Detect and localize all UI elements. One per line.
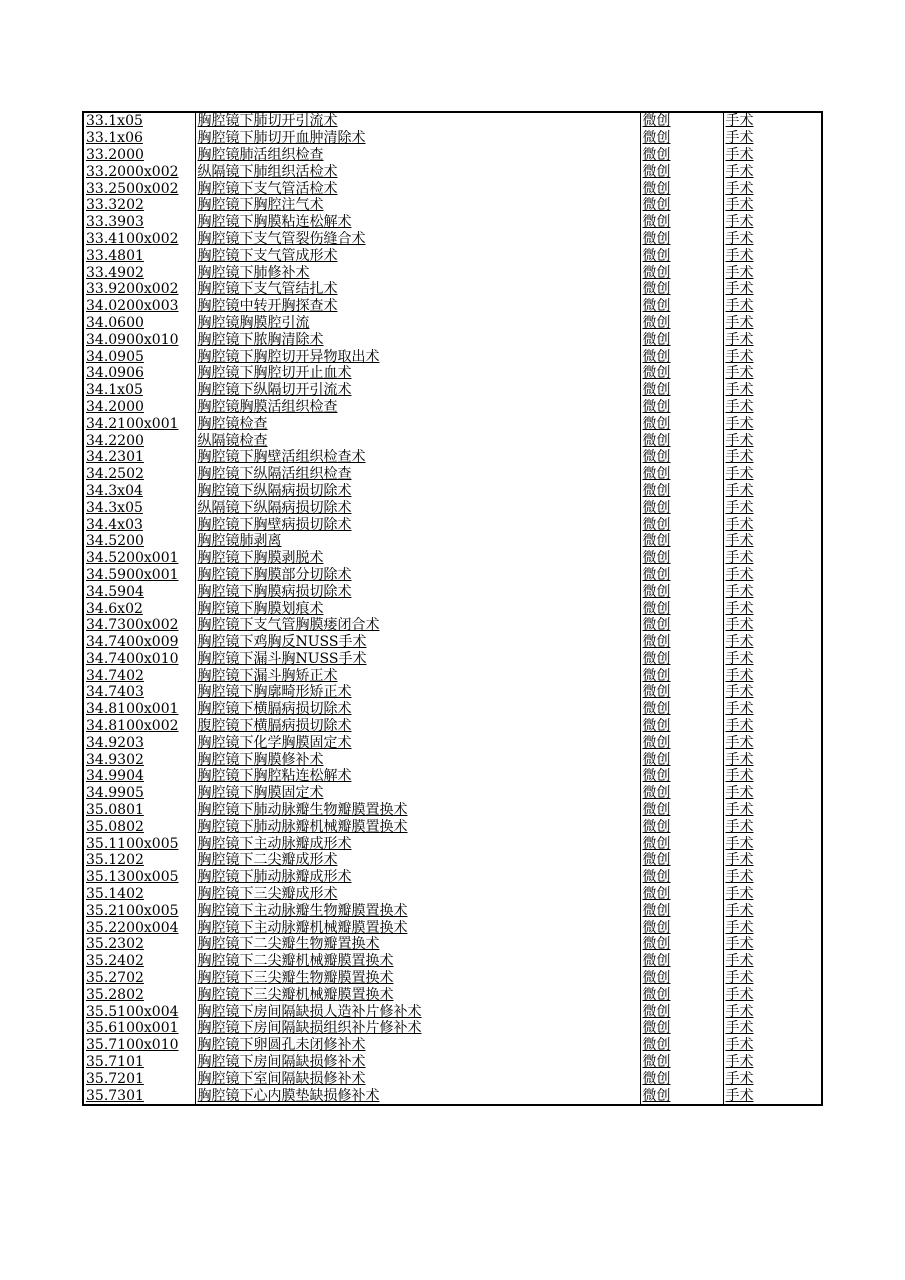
cell-category: 手术 bbox=[725, 1087, 754, 1104]
cell-category: 手术 bbox=[725, 550, 754, 567]
table-row bbox=[83, 231, 822, 248]
table-row bbox=[83, 483, 822, 500]
cell-type: 微创 bbox=[640, 852, 723, 869]
cell-type: 微创 bbox=[640, 533, 723, 550]
cell-name: 胸腔镜下房间隔缺损修补术 bbox=[195, 1054, 640, 1071]
cell-type: 微创 bbox=[640, 432, 723, 449]
cell-type: 微创 bbox=[640, 953, 723, 970]
cell-code: 33.3903 bbox=[83, 214, 195, 231]
table-row bbox=[83, 112, 822, 130]
cell-type: 微创 bbox=[640, 970, 723, 987]
cell-code: 35.2200x004 bbox=[83, 919, 195, 936]
cell-code: 35.2100x005 bbox=[83, 902, 195, 919]
cell-name: 胸腔镜下漏斗胸矫正术 bbox=[195, 667, 640, 684]
cell-category: 手术 bbox=[725, 432, 754, 449]
cell-type: 微创 bbox=[640, 718, 723, 735]
cell-code: 33.2000 bbox=[83, 147, 195, 164]
cell-name: 胸腔镜下肺动脉瓣机械瓣膜置换术 bbox=[195, 818, 640, 835]
cell-type: 微创 bbox=[640, 147, 723, 164]
cell-code: 34.8100x001 bbox=[83, 701, 195, 718]
cell-name: 胸腔镜下肺动脉瓣生物瓣膜置换术 bbox=[195, 802, 640, 819]
cell-type: 微创 bbox=[640, 214, 723, 231]
table-row bbox=[83, 701, 822, 718]
cell-code: 35.7101 bbox=[83, 1054, 195, 1071]
table-row bbox=[83, 919, 822, 936]
cell-type: 微创 bbox=[640, 919, 723, 936]
cell-name: 胸腔镜下胸膜剥脱术 bbox=[195, 550, 640, 567]
cell-type: 微创 bbox=[640, 315, 723, 332]
cell-type: 微创 bbox=[640, 583, 723, 600]
table-row bbox=[83, 953, 822, 970]
cell-name: 胸腔镜下胸膜部分切除术 bbox=[195, 567, 640, 584]
cell-name: 胸腔镜下支气管胸膜瘘闭合术 bbox=[195, 617, 640, 634]
cell-category: 手术 bbox=[725, 348, 754, 365]
cell-name: 胸腔镜胸膜活组织检查 bbox=[195, 399, 640, 416]
cell-code: 34.0905 bbox=[83, 348, 195, 365]
cell-type: 微创 bbox=[640, 886, 723, 903]
cell-type: 微创 bbox=[640, 483, 723, 500]
cell-category: 手术 bbox=[725, 214, 754, 231]
table-row bbox=[83, 365, 822, 382]
table-row bbox=[83, 247, 822, 264]
cell-type: 微创 bbox=[640, 382, 723, 399]
cell-code: 33.2500x002 bbox=[83, 180, 195, 197]
cell-name: 胸腔镜下支气管成形术 bbox=[195, 247, 640, 264]
cell-code: 34.5200 bbox=[83, 533, 195, 550]
cell-code: 34.8100x002 bbox=[83, 718, 195, 735]
cell-code: 33.1x06 bbox=[83, 130, 195, 147]
cell-name: 胸腔镜下化学胸膜固定术 bbox=[195, 734, 640, 751]
cell-category: 手术 bbox=[725, 583, 754, 600]
cell-category: 手术 bbox=[725, 1037, 754, 1054]
cell-name: 胸腔镜检查 bbox=[195, 415, 640, 432]
cell-category: 手术 bbox=[725, 768, 754, 785]
cell-code: 34.3x04 bbox=[83, 483, 195, 500]
cell-code: 34.7400x009 bbox=[83, 634, 195, 651]
cell-code: 34.1x05 bbox=[83, 382, 195, 399]
cell-category: 手术 bbox=[725, 264, 754, 281]
cell-code: 35.6100x001 bbox=[83, 1020, 195, 1037]
cell-name: 胸腔镜下房间隔缺损人造补片修补术 bbox=[195, 1003, 640, 1020]
table-row bbox=[83, 651, 822, 668]
table-row bbox=[83, 298, 822, 315]
cell-type: 微创 bbox=[640, 231, 723, 248]
table-row bbox=[83, 1003, 822, 1020]
cell-name: 胸腔镜下主动脉瓣机械瓣膜置换术 bbox=[195, 919, 640, 936]
cell-type: 微创 bbox=[640, 869, 723, 886]
cell-type: 微创 bbox=[640, 499, 723, 516]
cell-name: 胸腔镜下三尖瓣成形术 bbox=[195, 886, 640, 903]
cell-code: 34.2000 bbox=[83, 399, 195, 416]
cell-type: 微创 bbox=[640, 1020, 723, 1037]
cell-type: 微创 bbox=[640, 768, 723, 785]
cell-type: 微创 bbox=[640, 365, 723, 382]
cell-category: 手术 bbox=[725, 734, 754, 751]
cell-category: 手术 bbox=[725, 667, 754, 684]
cell-category: 手术 bbox=[725, 818, 754, 835]
cell-name: 胸腔镜下二尖瓣生物瓣置换术 bbox=[195, 936, 640, 953]
cell-code: 34.9905 bbox=[83, 785, 195, 802]
cell-name: 胸腔镜下胸腔注气术 bbox=[195, 197, 640, 214]
cell-code: 35.7100x010 bbox=[83, 1037, 195, 1054]
table-row bbox=[83, 785, 822, 802]
cell-name: 纵隔镜检查 bbox=[195, 432, 640, 449]
cell-code: 35.1100x005 bbox=[83, 835, 195, 852]
cell-category: 手术 bbox=[725, 314, 754, 331]
cell-category: 手术 bbox=[725, 466, 754, 483]
cell-code: 33.4902 bbox=[83, 264, 195, 281]
cell-name: 胸腔镜下主动脉瓣成形术 bbox=[195, 835, 640, 852]
cell-name: 胸腔镜下胸廓畸形矫正术 bbox=[195, 684, 640, 701]
cell-code: 35.2402 bbox=[83, 953, 195, 970]
cell-type: 微创 bbox=[640, 130, 723, 147]
cell-type: 微创 bbox=[640, 180, 723, 197]
cell-category: 手术 bbox=[725, 1020, 754, 1037]
table-row bbox=[83, 449, 822, 466]
cell-category: 手术 bbox=[725, 785, 754, 802]
procedure-table-body bbox=[83, 112, 822, 1105]
cell-category: 手术 bbox=[725, 113, 754, 130]
cell-category: 手术 bbox=[725, 281, 754, 298]
cell-type: 微创 bbox=[640, 734, 723, 751]
cell-category: 手术 bbox=[725, 415, 754, 432]
cell-name: 胸腔镜下房间隔缺损组织补片修补术 bbox=[195, 1020, 640, 1037]
cell-category: 手术 bbox=[725, 382, 754, 399]
cell-category: 手术 bbox=[725, 684, 754, 701]
table-row bbox=[83, 869, 822, 886]
cell-name: 胸腔镜下胸膜粘连松解术 bbox=[195, 214, 640, 231]
cell-name: 胸腔镜下纵隔活组织检查 bbox=[195, 466, 640, 483]
cell-name: 胸腔镜下胸腔切开止血术 bbox=[195, 365, 640, 382]
cell-code: 34.2100x001 bbox=[83, 415, 195, 432]
table-row bbox=[83, 902, 822, 919]
cell-name: 胸腔镜下横膈病损切除术 bbox=[195, 701, 640, 718]
table-row bbox=[83, 600, 822, 617]
cell-code: 33.9200x002 bbox=[83, 281, 195, 298]
cell-type: 微创 bbox=[640, 651, 723, 668]
cell-code: 34.7402 bbox=[83, 667, 195, 684]
cell-name: 胸腔镜下支气管裂伤缝合术 bbox=[195, 231, 640, 248]
cell-type: 微创 bbox=[640, 264, 723, 281]
cell-name: 胸腔镜下漏斗胸NUSS手术 bbox=[195, 651, 640, 668]
table-row bbox=[83, 432, 822, 449]
cell-name: 胸腔镜下支气管活检术 bbox=[195, 180, 640, 197]
cell-name: 胸腔镜下肺切开血肿清除术 bbox=[195, 130, 640, 147]
cell-name: 胸腔镜下胸膜修补术 bbox=[195, 751, 640, 768]
cell-category: 手术 bbox=[725, 298, 754, 315]
cell-type: 微创 bbox=[640, 751, 723, 768]
table-row bbox=[83, 1070, 822, 1087]
cell-code: 34.0600 bbox=[83, 315, 195, 332]
table-row bbox=[83, 667, 822, 684]
cell-type: 微创 bbox=[640, 818, 723, 835]
cell-code: 34.4x03 bbox=[83, 516, 195, 533]
cell-category: 手术 bbox=[725, 365, 754, 382]
cell-name: 胸腔镜肺剥离 bbox=[195, 533, 640, 550]
cell-code: 34.5904 bbox=[83, 583, 195, 600]
table-row bbox=[83, 802, 822, 819]
cell-code: 33.2000x002 bbox=[83, 163, 195, 180]
table-row bbox=[83, 634, 822, 651]
cell-name: 纵隔镜下纵隔病损切除术 bbox=[195, 499, 640, 516]
cell-type: 微创 bbox=[640, 415, 723, 432]
cell-code: 34.9302 bbox=[83, 751, 195, 768]
cell-type: 微创 bbox=[640, 550, 723, 567]
cell-category: 手术 bbox=[725, 533, 754, 550]
table-row bbox=[83, 315, 822, 332]
cell-type: 微创 bbox=[640, 701, 723, 718]
cell-name: 胸腔镜下鸡胸反NUSS手术 bbox=[195, 634, 640, 651]
table-row bbox=[83, 768, 822, 785]
cell-category: 手术 bbox=[725, 634, 754, 651]
cell-type: 微创 bbox=[640, 617, 723, 634]
cell-name: 胸腔镜下纵隔病损切除术 bbox=[195, 483, 640, 500]
cell-category: 手术 bbox=[725, 718, 754, 735]
cell-code: 34.0200x003 bbox=[83, 298, 195, 315]
cell-type: 微创 bbox=[640, 667, 723, 684]
cell-code: 35.0801 bbox=[83, 802, 195, 819]
table-row bbox=[83, 163, 822, 180]
cell-type: 微创 bbox=[640, 281, 723, 298]
cell-code: 34.9203 bbox=[83, 734, 195, 751]
table-row bbox=[83, 684, 822, 701]
table-row bbox=[83, 718, 822, 735]
cell-code: 35.1202 bbox=[83, 852, 195, 869]
cell-type: 微创 bbox=[640, 298, 723, 315]
table-row bbox=[83, 852, 822, 869]
cell-name: 胸腔镜肺活组织检查 bbox=[195, 147, 640, 164]
cell-category: 手术 bbox=[725, 163, 754, 180]
table-row bbox=[83, 147, 822, 164]
cell-category: 手术 bbox=[725, 902, 754, 919]
table-row bbox=[83, 1087, 822, 1105]
procedure-table bbox=[82, 111, 823, 1106]
cell-category: 手术 bbox=[725, 869, 754, 886]
cell-category: 手术 bbox=[725, 835, 754, 852]
cell-code: 34.7403 bbox=[83, 684, 195, 701]
table-row bbox=[83, 197, 822, 214]
cell-type: 微创 bbox=[640, 1037, 723, 1054]
cell-category: 手术 bbox=[725, 617, 754, 634]
cell-category: 手术 bbox=[725, 230, 754, 247]
cell-type: 微创 bbox=[640, 1054, 723, 1071]
cell-type: 微创 bbox=[640, 466, 723, 483]
cell-name: 胸腔镜下三尖瓣生物瓣膜置换术 bbox=[195, 970, 640, 987]
cell-type: 微创 bbox=[640, 634, 723, 651]
table-row bbox=[83, 516, 822, 533]
table-row bbox=[83, 466, 822, 483]
cell-name: 胸腔镜中转开胸探查术 bbox=[195, 298, 640, 315]
table-row bbox=[83, 214, 822, 231]
table-row bbox=[83, 499, 822, 516]
cell-name: 胸腔镜下心内膜垫缺损修补术 bbox=[195, 1087, 640, 1105]
cell-name: 胸腔镜下脓胸清除术 bbox=[195, 331, 640, 348]
cell-type: 微创 bbox=[640, 1070, 723, 1087]
cell-code: 34.3x05 bbox=[83, 499, 195, 516]
cell-category: 手术 bbox=[725, 566, 754, 583]
cell-name: 胸腔镜下胸壁病损切除术 bbox=[195, 516, 640, 533]
table-row bbox=[83, 886, 822, 903]
cell-code: 33.1x05 bbox=[83, 112, 195, 130]
table-row bbox=[83, 1054, 822, 1071]
cell-code: 34.0906 bbox=[83, 365, 195, 382]
cell-type: 微创 bbox=[640, 449, 723, 466]
cell-category: 手术 bbox=[725, 482, 754, 499]
cell-code: 34.0900x010 bbox=[83, 331, 195, 348]
cell-name: 胸腔镜下胸腔切开异物取出术 bbox=[195, 348, 640, 365]
cell-category: 手术 bbox=[725, 1003, 754, 1020]
table-row bbox=[83, 970, 822, 987]
cell-category: 手术 bbox=[725, 1054, 754, 1071]
cell-name: 纵隔镜下肺组织活检术 bbox=[195, 163, 640, 180]
cell-code: 33.4801 bbox=[83, 247, 195, 264]
cell-code: 35.0802 bbox=[83, 818, 195, 835]
cell-type: 微创 bbox=[640, 399, 723, 416]
cell-name: 胸腔镜下胸膜病损切除术 bbox=[195, 583, 640, 600]
cell-code: 35.5100x004 bbox=[83, 1003, 195, 1020]
cell-type: 微创 bbox=[640, 516, 723, 533]
cell-category: 手术 bbox=[725, 751, 754, 768]
cell-code: 34.6x02 bbox=[83, 600, 195, 617]
cell-category: 手术 bbox=[725, 130, 754, 147]
cell-name: 胸腔镜下纵隔切开引流术 bbox=[195, 382, 640, 399]
cell-category: 手术 bbox=[725, 650, 754, 667]
cell-code: 34.7400x010 bbox=[83, 651, 195, 668]
cell-code: 33.3202 bbox=[83, 197, 195, 214]
table-row bbox=[83, 348, 822, 365]
cell-category: 手术 bbox=[725, 180, 754, 197]
cell-category: 手术 bbox=[725, 886, 754, 903]
cell-code: 34.7300x002 bbox=[83, 617, 195, 634]
cell-code: 35.7201 bbox=[83, 1070, 195, 1087]
cell-category: 手术 bbox=[725, 919, 754, 936]
cell-code: 35.2302 bbox=[83, 936, 195, 953]
cell-code: 35.2802 bbox=[83, 986, 195, 1003]
table-row bbox=[83, 180, 822, 197]
table-row bbox=[83, 331, 822, 348]
cell-type: 微创 bbox=[640, 163, 723, 180]
cell-type: 微创 bbox=[640, 902, 723, 919]
cell-category: 手术 bbox=[725, 701, 754, 718]
cell-name: 胸腔镜下肺修补术 bbox=[195, 264, 640, 281]
cell-name: 胸腔镜下二尖瓣成形术 bbox=[195, 852, 640, 869]
cell-name: 胸腔镜下卵圆孔未闭修补术 bbox=[195, 1037, 640, 1054]
table-row bbox=[83, 399, 822, 416]
cell-name: 胸腔镜下主动脉瓣生物瓣膜置换术 bbox=[195, 902, 640, 919]
table-row bbox=[83, 617, 822, 634]
cell-category: 手术 bbox=[725, 146, 754, 163]
table-row bbox=[83, 382, 822, 399]
table-row bbox=[83, 1020, 822, 1037]
cell-category: 手术 bbox=[725, 802, 754, 819]
table-row bbox=[83, 936, 822, 953]
cell-type: 微创 bbox=[640, 1003, 723, 1020]
cell-code: 34.5900x001 bbox=[83, 567, 195, 584]
table-row bbox=[83, 818, 822, 835]
cell-type: 微创 bbox=[640, 197, 723, 214]
cell-name: 胸腔镜下胸腔粘连松解术 bbox=[195, 768, 640, 785]
cell-name: 胸腔镜下胸膜固定术 bbox=[195, 785, 640, 802]
cell-code: 34.9904 bbox=[83, 768, 195, 785]
table-row bbox=[83, 550, 822, 567]
cell-code: 35.7301 bbox=[83, 1087, 195, 1105]
cell-type: 微创 bbox=[640, 1087, 723, 1105]
cell-category: 手术 bbox=[725, 970, 754, 987]
cell-code: 35.1300x005 bbox=[83, 869, 195, 886]
cell-type: 微创 bbox=[640, 802, 723, 819]
table-row bbox=[83, 281, 822, 298]
cell-category: 手术 bbox=[725, 936, 754, 953]
cell-type: 微创 bbox=[640, 835, 723, 852]
cell-category: 手术 bbox=[725, 852, 754, 869]
cell-type: 微创 bbox=[640, 986, 723, 1003]
cell-code: 34.2200 bbox=[83, 432, 195, 449]
cell-name: 胸腔镜下支气管结扎术 bbox=[195, 281, 640, 298]
table-row bbox=[83, 751, 822, 768]
cell-code: 35.2702 bbox=[83, 970, 195, 987]
cell-category: 手术 bbox=[725, 953, 754, 970]
cell-code: 33.4100x002 bbox=[83, 231, 195, 248]
cell-category: 手术 bbox=[725, 986, 754, 1003]
cell-code: 34.2502 bbox=[83, 466, 195, 483]
cell-type: 微创 bbox=[640, 331, 723, 348]
cell-category: 手术 bbox=[725, 449, 754, 466]
cell-name: 胸腔镜下胸壁活组织检查术 bbox=[195, 449, 640, 466]
cell-code: 34.2301 bbox=[83, 449, 195, 466]
cell-name: 胸腔镜下胸膜划痕术 bbox=[195, 600, 640, 617]
cell-code: 34.5200x001 bbox=[83, 550, 195, 567]
table-row bbox=[83, 533, 822, 550]
cell-category: 手术 bbox=[725, 1070, 754, 1087]
cell-type: 微创 bbox=[640, 936, 723, 953]
cell-type: 微创 bbox=[640, 684, 723, 701]
cell-type: 微创 bbox=[640, 348, 723, 365]
cell-name: 胸腔镜胸膜腔引流 bbox=[195, 315, 640, 332]
table-row bbox=[83, 986, 822, 1003]
cell-category: 手术 bbox=[725, 197, 754, 214]
table-row bbox=[83, 130, 822, 147]
table-row bbox=[83, 415, 822, 432]
cell-category: 手术 bbox=[725, 600, 754, 617]
cell-type: 微创 bbox=[640, 600, 723, 617]
table-row bbox=[83, 583, 822, 600]
cell-category: 手术 bbox=[725, 331, 754, 348]
cell-name: 胸腔镜下室间隔缺损修补术 bbox=[195, 1070, 640, 1087]
cell-category: 手术 bbox=[725, 499, 754, 516]
table-row bbox=[83, 567, 822, 584]
cell-name: 胸腔镜下三尖瓣机械瓣膜置换术 bbox=[195, 986, 640, 1003]
cell-name: 胸腔镜下肺动脉瓣成形术 bbox=[195, 869, 640, 886]
cell-category: 手术 bbox=[725, 516, 754, 533]
table-row bbox=[83, 264, 822, 281]
cell-type: 微创 bbox=[640, 112, 723, 130]
cell-type: 微创 bbox=[640, 247, 723, 264]
table-row bbox=[83, 835, 822, 852]
cell-name: 胸腔镜下二尖瓣机械瓣膜置换术 bbox=[195, 953, 640, 970]
cell-type: 微创 bbox=[640, 785, 723, 802]
cell-code: 35.1402 bbox=[83, 886, 195, 903]
cell-name: 胸腔镜下肺切开引流术 bbox=[195, 112, 640, 130]
cell-category: 手术 bbox=[725, 398, 754, 415]
cell-name: 腹腔镜下横膈病损切除术 bbox=[195, 718, 640, 735]
cell-category: 手术 bbox=[725, 247, 754, 264]
cell-type: 微创 bbox=[640, 567, 723, 584]
table-row bbox=[83, 734, 822, 751]
table-row bbox=[83, 1037, 822, 1054]
